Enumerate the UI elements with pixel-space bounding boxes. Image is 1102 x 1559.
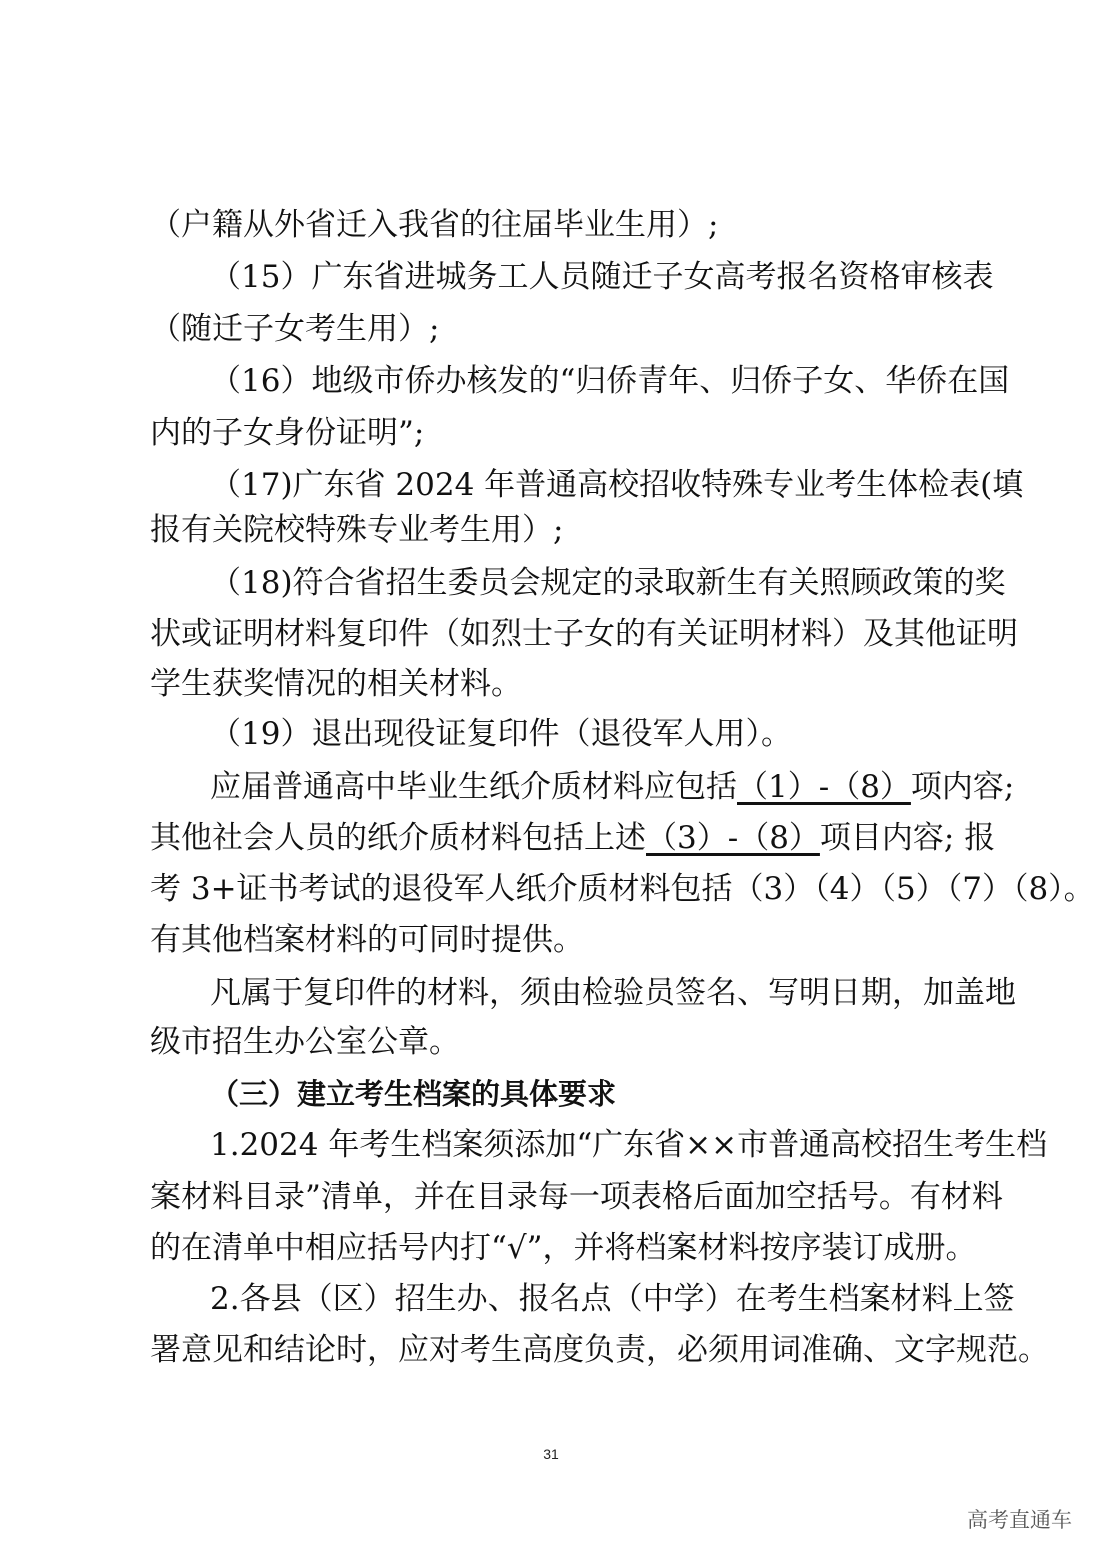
page-number: 31	[543, 1446, 559, 1462]
text-line: （17)广东省 2024 年普通高校招收特殊专业考生体检表(填	[210, 467, 1024, 503]
text-line: 考 3+证书考试的退役军人纸介质材料包括（3）（4）（5）（7）（8）。	[150, 871, 1095, 907]
text-line: 学生获奖情况的相关材料。	[150, 666, 522, 702]
text-line: （随迁子女考生用）;	[150, 311, 440, 347]
text-line: （15）广东省进城务工人员随迁子女高考报名资格审核表	[210, 259, 994, 295]
text-line	[150, 818, 995, 858]
text-segment: 应届普通高中毕业生纸介质材料应包括	[210, 769, 737, 805]
text-line: 2.各县（区）招生办、报名点（中学）在考生档案材料上签	[210, 1281, 1015, 1317]
text-segment: 项内容;	[910, 769, 1015, 805]
text-line: 凡属于复印件的材料，须由检验员签名、写明日期，加盖地	[210, 975, 1016, 1011]
text-line: 1.2024 年考生档案须添加“广东省××市普通高校招生考生档	[210, 1127, 1048, 1163]
text-line: 有其他档案材料的可同时提供。	[150, 922, 584, 958]
underlined-range: （3）-（8）	[646, 820, 820, 856]
text-line: （16）地级市侨办核发的“归侨青年、归侨子女、华侨在国	[210, 363, 1010, 399]
text-line: 报有关院校特殊专业考生用）;	[150, 512, 564, 548]
text-line: （18)符合省招生委员会规定的录取新生有关照顾政策的奖	[210, 565, 1006, 601]
text-line: 内的子女身份证明”;	[150, 415, 425, 451]
watermark: 高考直通车	[967, 1508, 1072, 1532]
text-segment: 其他社会人员的纸介质材料包括上述	[150, 820, 646, 856]
text-line: （19）退出现役证复印件（退役军人用）。	[210, 716, 792, 752]
text-line: 的在清单中相应括号内打“√”，并将档案材料按序装订成册。	[150, 1230, 977, 1266]
text-line: （户籍从外省迁入我省的往届毕业生用）;	[150, 207, 719, 243]
text-line	[210, 767, 1014, 807]
text-line: 级市招生办公室公章。	[150, 1024, 460, 1060]
section-heading: （三）建立考生档案的具体要求	[210, 1077, 617, 1111]
text-line: 状或证明材料复印件（如烈士子女的有关证明材料）及其他证明	[150, 616, 1018, 652]
underlined-range: （1）-（8）	[737, 769, 911, 805]
text-segment: 项目内容; 报	[819, 820, 996, 856]
text-line: 署意见和结论时，应对考生高度负责，必须用词准确、文字规范。	[150, 1332, 1049, 1368]
text-line: 案材料目录”清单，并在目录每一项表格后面加空括号。有材料	[150, 1179, 1003, 1215]
